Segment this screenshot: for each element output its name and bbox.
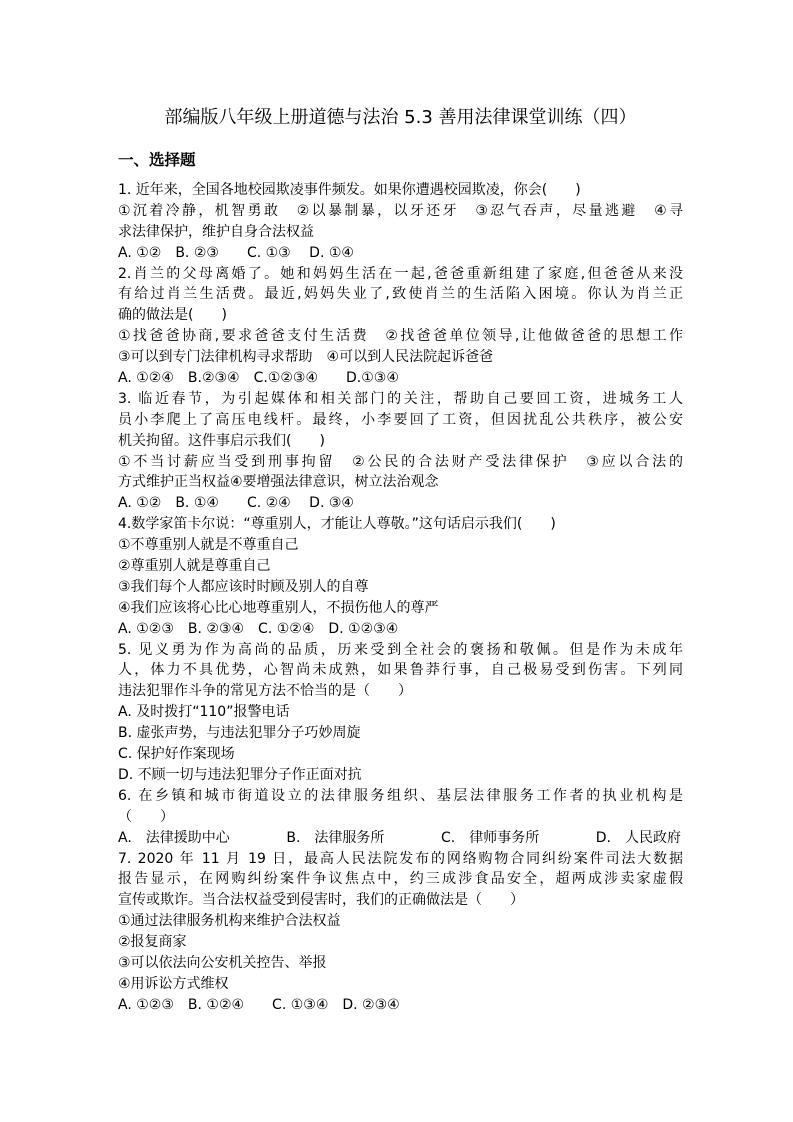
q2-stem: 2.肖兰的父母离婚了。她和妈妈生活在一起,爸爸重新组建了家庭,但爸爸从来没 bbox=[118, 265, 683, 282]
q6-option-c: C. 律师事务所 bbox=[440, 829, 540, 846]
q5-stem-cont: 人，体力不具优势，心智尚未成熟，如果鲁莽行事，自己极易受到伤害。下列同 bbox=[118, 662, 683, 679]
q4-stem: 4.数学家笛卡尔说：“尊重别人，才能让人尊敬。”这句话启示我们( ) bbox=[118, 516, 556, 533]
q5-stem: 5. 见义勇为作为高尚的品质，历来受到全社会的褒扬和敬佩。但是作为未成年 bbox=[118, 641, 683, 658]
q4-options: A. ①②③ B. ②③④ C. ①②④ D. ①②③④ bbox=[118, 620, 399, 637]
q4-statement-3: ③我们每个人都应该时时顾及别人的自尊 bbox=[118, 578, 369, 595]
q5-option-d: D. 不顾一切与违法犯罪分子作正面对抗 bbox=[118, 766, 362, 783]
q5-option-c: C. 保护好作案现场 bbox=[118, 746, 235, 763]
question-body bbox=[118, 180, 683, 1016]
q5-option-b: B. 虚张声势，与违法犯罪分子巧妙周旋 bbox=[118, 725, 361, 742]
q1-stem: 1. 近年来，全国各地校园欺凌事件频发。如果你遭遇校园欺凌，你会( ) bbox=[118, 182, 581, 198]
section-heading: 一、选择题 bbox=[118, 151, 196, 169]
q6-options bbox=[118, 828, 683, 849]
q3-options: A. ①② B. ①④ C. ②④ D. ③④ bbox=[118, 495, 354, 512]
q3-stem-cont: 员小李爬上了高压电线杆。最终，小李要回了工资，但因扰乱公共秩序，被公安 bbox=[118, 411, 683, 428]
q2-statements-cont: ③可以到专门法律机构寻求帮助 ④可以到人民法院起诉爸爸 bbox=[118, 349, 494, 366]
q3-stem: 3. 临近春节，为引起媒体和相关部门的关注，帮助自己要回工资，进城务工人 bbox=[118, 390, 683, 407]
q7-stem-cont: 报告显示，在网购纠纷案件争议焦点中，约三成涉食品安全，超两成涉卖家虚假 bbox=[118, 871, 683, 888]
q6-stem-end: （ ） bbox=[118, 808, 174, 825]
q7-stem-end: 宣传或欺诈。当合法权益受到侵害时，我们的正确做法是（ ） bbox=[118, 892, 524, 909]
q3-statements: ①不当讨薪应当受到刑事拘留 ②公民的合法财产受法律保护 ③应以合法的 bbox=[118, 453, 683, 470]
q7-statement-4: ④用诉讼方式维权 bbox=[118, 975, 229, 992]
q1-statements-cont: 求法律保护，维护自身合法权益 bbox=[118, 223, 314, 240]
q5-option-a: A. 及时拨打“110”报警电话 bbox=[118, 704, 290, 721]
page-title: 部编版八年级上册道德与法治 5.3 善用法律课堂训练（四） bbox=[164, 107, 637, 128]
q3-statements-cont: 方式维护正当权益④要增强法律意识，树立法治观念 bbox=[118, 474, 439, 491]
q7-statement-1: ①通过法律服务机构来维护合法权益 bbox=[118, 913, 341, 930]
q1-options: A. ①② B. ②③ C. ①③ D. ①④ bbox=[118, 244, 354, 261]
q7-stem: 7. 2020 年 11 月 19 日，最高人民法院发布的网络购物合同纠纷案件司法大数据 bbox=[118, 850, 683, 867]
q7-statement-2: ②报复商家 bbox=[118, 934, 187, 951]
q2-options: A. ①②④ B.②③④ C.①②③④ D.①③④ bbox=[118, 370, 399, 387]
q7-options: A. ①②③ B. ①②④ C. ①③④ D. ②③④ bbox=[118, 996, 400, 1013]
q1-statements: ①沉着冷静，机智勇敢 ②以暴制暴，以牙还牙 ③忍气吞声，尽量逃避 ④寻 bbox=[118, 202, 683, 219]
q2-stem-cont: 有给过肖兰生活费。最近,妈妈失业了,致使肖兰的生活陷入困境。你认为肖兰正 bbox=[118, 286, 683, 303]
q3-stem-end: 机关拘留。这件事启示我们( ) bbox=[118, 432, 325, 449]
q6-option-d: D. 人民政府 bbox=[595, 829, 681, 846]
q4-statement-1: ①不尊重别人就是不尊重自己 bbox=[118, 537, 299, 554]
q4-statement-2: ②尊重别人就是尊重自己 bbox=[118, 558, 271, 575]
q7-statement-3: ③可以依法向公安机关控告、举报 bbox=[118, 954, 327, 971]
q6-stem: 6. 在乡镇和城市街道设立的法律服务组织、基层法律服务工作者的执业机构是 bbox=[118, 787, 683, 804]
q4-statement-4: ④我们应该将心比心地尊重别人，不损伤他人的尊严 bbox=[118, 599, 439, 616]
q5-stem-end: 违法犯罪作斗争的常见方法不恰当的是（ ） bbox=[118, 683, 412, 700]
q2-stem-end: 确的做法是( ) bbox=[118, 307, 227, 324]
q2-statements: ①找爸爸协商,要求爸爸支付生活费 ②找爸爸单位领导,让他做爸爸的思想工作 bbox=[118, 328, 683, 345]
q6-option-a: A. 法律援助中心 bbox=[118, 829, 230, 846]
q6-option-b: B. 法律服务所 bbox=[286, 829, 385, 846]
